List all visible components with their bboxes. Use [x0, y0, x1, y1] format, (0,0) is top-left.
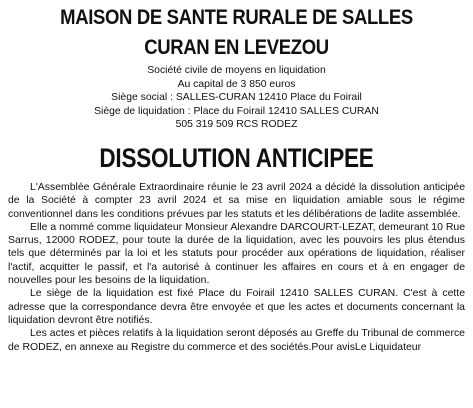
- notice-body: [8, 181, 465, 354]
- rcs-number: 505 319 509 RCS RODEZ: [175, 119, 298, 131]
- company-details: [0, 64, 473, 132]
- notice-title: DISSOLUTION ANTICIPEE: [99, 143, 374, 173]
- company-name: MAISON DE SANTE RURALE DE SALLES CURAN EN LEVEZOU: [60, 5, 413, 59]
- liquidation-office: Siège de liquidation : Place du Foirail 12410 SALLES CURAN: [94, 105, 379, 117]
- paragraph-dissolution: L'Assemblée Générale Extraordinaire réunie le 23 avril 2024 a décidé la dissolution anticipée de la Société à compter 23 avril 2024 et sa mise en liquidation amiable sous le régime conventionnel dans les conditions prévues par les statuts et les délibérations de ladite assemblée.: [8, 182, 465, 220]
- registered-office: Siège social : SALLES-CURAN 12410 Place du Foirail: [111, 92, 362, 104]
- paragraph-liquidator: Elle a nommé comme liquidateur Monsieur Alexandre DARCOURT-LEZAT, demeurant 10 Rue Sarrus, 12000 RODEZ, pour toute la durée de la liquidation, avec les pouvoirs les plus étendus tels que déterminés par la loi et les statuts pour procéder aux opérations de liquidation, réaliser l'actif, acquitter le passif, et l'a autorisé à continuer les affaires en cours et à en engager de nouvelles pour les besoins de la liquidation.: [8, 221, 465, 287]
- company-capital: Au capital de 3 850 euros: [177, 78, 296, 90]
- paragraph-liquidation-office: Le siège de la liquidation est fixé Place du Foirail 12410 SALLES CURAN. C'est à cette adresse que la correspondance devra être envoyée et que les actes et documents concernant la liquidation devront être notifiés.: [8, 288, 465, 326]
- paragraph-filing: Les actes et pièces relatifs à la liquidation seront déposés au Greffe du Tribunal de commerce de RODEZ, en annexe au Registre du commerce et des sociétés.Pour avisLe Liquidateur: [8, 328, 465, 353]
- company-legal-form: Société civile de moyens en liquidation: [147, 65, 326, 76]
